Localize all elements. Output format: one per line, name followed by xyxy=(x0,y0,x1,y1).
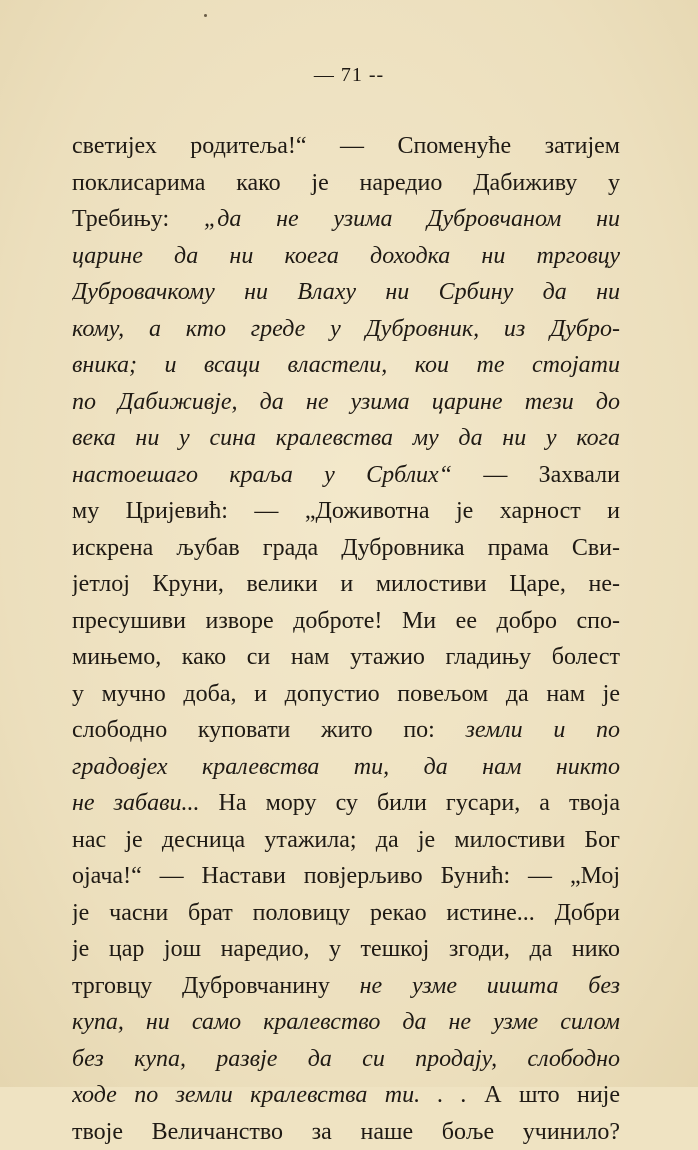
text-segment: пресушиви изворе доброте! Ми ее добро спо- xyxy=(72,608,620,634)
text-segment: у мучно доба, и допустио повељом да нам је xyxy=(72,681,620,707)
italic-quote-segment: века ни у сина кралевства му да ни у кога xyxy=(72,425,620,451)
text-segment: нас је десница утажила; да је милостиви Бог xyxy=(72,827,620,853)
text-line xyxy=(72,895,620,932)
text-segment: мињемо, како си нам утажио гладињу болест xyxy=(72,644,620,670)
italic-quote-segment: Дубровачкому ни Влаху ни Србину да ни xyxy=(72,279,620,305)
text-line xyxy=(72,457,620,494)
page-number: — 71 -- xyxy=(0,64,698,87)
text-segment: А што није xyxy=(467,1082,620,1108)
text-line xyxy=(72,493,620,530)
text-line xyxy=(72,968,620,1005)
text-line xyxy=(72,1077,620,1114)
italic-quote-segment: вника; и всаци властели, кои те стојати xyxy=(72,352,620,378)
text-line xyxy=(72,785,620,822)
italic-quote-segment: настоешаго краља у Срблих“ xyxy=(72,462,452,488)
text-segment: слободно куповати жито по: xyxy=(72,717,465,743)
text-segment: јетлој Круни, велики и милостиви Царе, не- xyxy=(72,571,620,597)
text-line xyxy=(72,311,620,348)
text-line xyxy=(72,384,620,421)
italic-quote-segment: по Дабиживје, да не узима царине тези до xyxy=(72,389,620,415)
text-segment: твоје Величанство за наше боље учинило? xyxy=(72,1119,620,1145)
text-line xyxy=(72,858,620,895)
text-line xyxy=(72,931,620,968)
text-segment: му Цријевић: — „Доживотна је харност и xyxy=(72,498,620,524)
text-line xyxy=(72,128,620,165)
italic-quote-segment: без купа, развје да си продају, слободно xyxy=(72,1046,620,1072)
text-segment: трговцу Дубровчанину xyxy=(72,973,360,999)
text-line xyxy=(72,1041,620,1078)
text-segment: — Захвали xyxy=(452,462,620,488)
ink-speck xyxy=(204,14,207,17)
italic-quote-segment: „да не узима Дубровчаном ни xyxy=(204,206,620,232)
italic-quote-segment: земли и по xyxy=(465,717,620,743)
text-segment: је часни брат половицу рекао истине... Добри xyxy=(72,900,620,926)
text-line xyxy=(72,639,620,676)
italic-quote-segment: купа, ни само кралевство да не узме силом xyxy=(72,1009,620,1035)
text-segment: На мору су били гусари, а твоја xyxy=(199,790,620,816)
text-segment: светијех родитеља!“ — Споменуће затијем xyxy=(72,133,620,159)
body-text xyxy=(72,128,620,1150)
text-line xyxy=(72,566,620,603)
text-line xyxy=(72,274,620,311)
text-line xyxy=(72,1114,620,1150)
italic-quote-segment: не забави... xyxy=(72,790,199,816)
text-segment: ојача!“ — Настави повјерљиво Бунић: — „Мој xyxy=(72,863,620,889)
text-segment: Требињу: xyxy=(72,206,204,232)
text-segment: искрена љубав града Дубровника прама Сви- xyxy=(72,535,620,561)
text-line xyxy=(72,238,620,275)
italic-quote-segment: не узме иишта без xyxy=(360,973,620,999)
italic-quote-segment: кому, а кто греде у Дубровник, из Дубро- xyxy=(72,316,620,342)
italic-quote-segment: ходе по земли кралевства ти. . . xyxy=(72,1082,467,1108)
text-segment: је цар још наредио, у тешкој згоди, да нико xyxy=(72,936,620,962)
text-line xyxy=(72,676,620,713)
text-segment: поклисарима како је наредио Дабиживу у xyxy=(72,170,620,196)
italic-quote-segment: царине да ни коега доходка ни трговцу xyxy=(72,243,620,269)
text-line xyxy=(72,1004,620,1041)
text-line xyxy=(72,201,620,238)
text-line xyxy=(72,712,620,749)
text-line xyxy=(72,347,620,384)
text-line xyxy=(72,603,620,640)
text-line xyxy=(72,822,620,859)
text-line xyxy=(72,420,620,457)
italic-quote-segment: градовјех кралевства ти, да нам никто xyxy=(72,754,620,780)
text-line xyxy=(72,165,620,202)
text-line xyxy=(72,530,620,567)
text-line xyxy=(72,749,620,786)
